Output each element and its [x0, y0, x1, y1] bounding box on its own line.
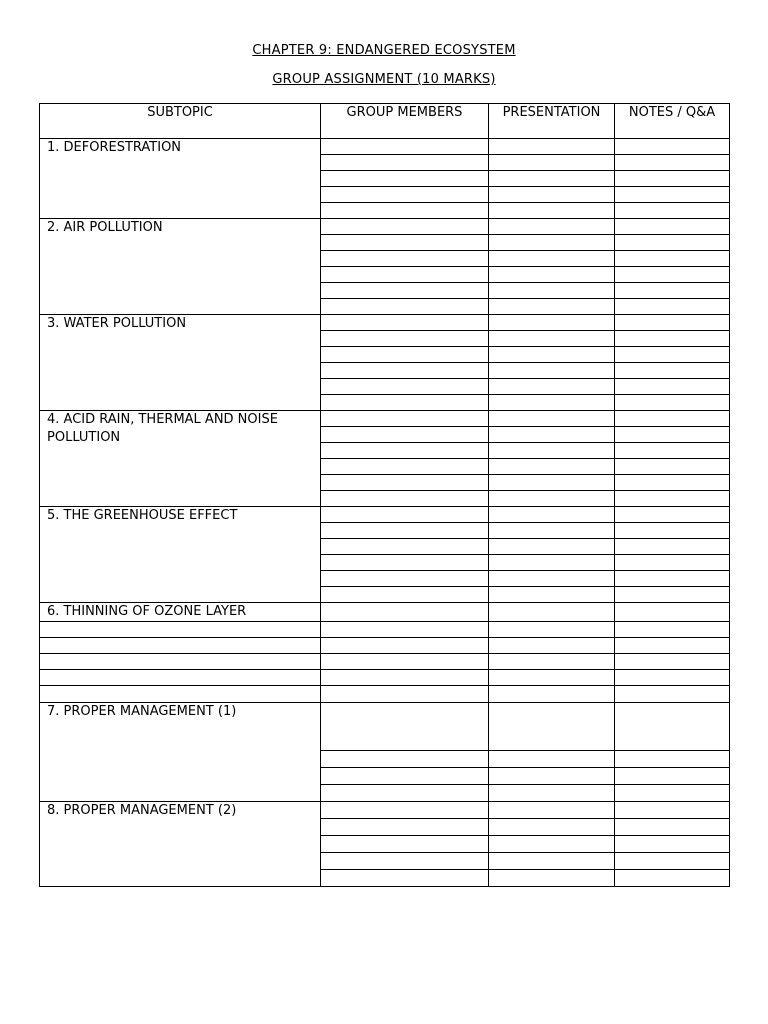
member-cell[interactable]	[321, 802, 489, 819]
presentation-cell[interactable]	[489, 587, 615, 603]
member-cell[interactable]	[321, 299, 489, 315]
blank-cell[interactable]	[40, 686, 321, 703]
presentation-cell[interactable]	[489, 670, 615, 686]
notes-cell[interactable]	[615, 475, 730, 491]
notes-cell[interactable]	[615, 587, 730, 603]
presentation-cell[interactable]	[489, 555, 615, 571]
presentation-cell[interactable]	[489, 491, 615, 507]
member-cell[interactable]	[321, 836, 489, 853]
member-cell[interactable]	[321, 347, 489, 363]
notes-cell[interactable]	[615, 363, 730, 379]
presentation-cell[interactable]	[489, 459, 615, 475]
blank-cell[interactable]	[40, 654, 321, 670]
presentation-cell[interactable]	[489, 347, 615, 363]
document-title: CHAPTER 9: ENDANGERED ECOSYSTEM	[252, 43, 516, 58]
member-cell[interactable]	[321, 751, 489, 768]
presentation-cell[interactable]	[489, 785, 615, 802]
presentation-cell[interactable]	[489, 853, 615, 870]
notes-cell[interactable]	[615, 507, 730, 523]
notes-cell[interactable]	[615, 555, 730, 571]
member-cell[interactable]	[321, 768, 489, 785]
member-cell[interactable]	[321, 571, 489, 587]
notes-cell[interactable]	[615, 491, 730, 507]
notes-cell[interactable]	[615, 299, 730, 315]
notes-cell[interactable]	[615, 622, 730, 638]
notes-cell[interactable]	[615, 427, 730, 443]
notes-cell[interactable]	[615, 283, 730, 299]
presentation-cell[interactable]	[489, 427, 615, 443]
member-cell[interactable]	[321, 443, 489, 459]
notes-cell[interactable]	[615, 523, 730, 539]
assignment-table	[39, 103, 730, 887]
notes-cell[interactable]	[615, 638, 730, 654]
member-cell[interactable]	[321, 638, 489, 654]
member-cell[interactable]	[321, 853, 489, 870]
subtopic-cell: 2. AIR POLLUTION	[40, 219, 321, 315]
presentation-cell[interactable]	[489, 819, 615, 836]
blank-cell[interactable]	[40, 622, 321, 638]
header-notes-qa: NOTES / Q&A	[615, 104, 730, 139]
member-cell[interactable]	[321, 363, 489, 379]
subtopic-cell: 7. PROPER MANAGEMENT (1)	[40, 703, 321, 802]
member-cell[interactable]	[321, 703, 489, 751]
header-presentation: PRESENTATION	[489, 104, 615, 139]
member-cell[interactable]	[321, 315, 489, 331]
presentation-cell[interactable]	[489, 654, 615, 670]
notes-cell[interactable]	[615, 347, 730, 363]
member-cell[interactable]	[321, 491, 489, 507]
notes-cell[interactable]	[615, 870, 730, 887]
header-group-members: GROUP MEMBERS	[321, 104, 489, 139]
presentation-cell[interactable]	[489, 603, 615, 622]
notes-cell[interactable]	[615, 331, 730, 347]
notes-cell[interactable]	[615, 571, 730, 587]
subtopic-cell: 4. ACID RAIN, THERMAL AND NOISE POLLUTION	[40, 411, 321, 507]
blank-cell[interactable]	[40, 638, 321, 654]
member-cell[interactable]	[321, 819, 489, 836]
presentation-cell[interactable]	[489, 395, 615, 411]
member-cell[interactable]	[321, 459, 489, 475]
member-cell[interactable]	[321, 587, 489, 603]
presentation-cell[interactable]	[489, 379, 615, 395]
notes-cell[interactable]	[615, 379, 730, 395]
presentation-cell[interactable]	[489, 836, 615, 853]
presentation-cell[interactable]	[489, 571, 615, 587]
presentation-cell[interactable]	[489, 235, 615, 251]
member-cell[interactable]	[321, 235, 489, 251]
header-subtopic: SUBTOPIC	[40, 104, 321, 139]
presentation-cell[interactable]	[489, 768, 615, 785]
member-cell[interactable]	[321, 670, 489, 686]
presentation-cell[interactable]	[489, 315, 615, 331]
notes-cell[interactable]	[615, 203, 730, 219]
blank-cell[interactable]	[40, 670, 321, 686]
notes-cell[interactable]	[615, 395, 730, 411]
presentation-cell[interactable]	[489, 283, 615, 299]
notes-cell[interactable]	[615, 703, 730, 751]
member-cell[interactable]	[321, 555, 489, 571]
member-cell[interactable]	[321, 539, 489, 555]
member-cell[interactable]	[321, 686, 489, 703]
document-subtitle: GROUP ASSIGNMENT (10 MARKS)	[272, 72, 496, 87]
presentation-cell[interactable]	[489, 155, 615, 171]
member-cell[interactable]	[321, 283, 489, 299]
presentation-cell[interactable]	[489, 267, 615, 283]
member-cell[interactable]	[321, 379, 489, 395]
presentation-cell[interactable]	[489, 703, 615, 751]
subtopic-cell: 6. THINNING OF OZONE LAYER	[40, 603, 321, 622]
notes-cell[interactable]	[615, 603, 730, 622]
presentation-cell[interactable]	[489, 751, 615, 768]
presentation-cell[interactable]	[489, 622, 615, 638]
member-cell[interactable]	[321, 622, 489, 638]
notes-cell[interactable]	[615, 139, 730, 155]
notes-cell[interactable]	[615, 819, 730, 836]
member-cell[interactable]	[321, 870, 489, 887]
notes-cell[interactable]	[615, 751, 730, 768]
presentation-cell[interactable]	[489, 870, 615, 887]
presentation-cell[interactable]	[489, 219, 615, 235]
subtopic-cell: 3. WATER POLLUTION	[40, 315, 321, 411]
member-cell[interactable]	[321, 251, 489, 267]
member-cell[interactable]	[321, 331, 489, 347]
notes-cell[interactable]	[615, 785, 730, 802]
notes-cell[interactable]	[615, 443, 730, 459]
header-row	[40, 104, 730, 139]
member-cell[interactable]	[321, 395, 489, 411]
notes-cell[interactable]	[615, 267, 730, 283]
member-cell[interactable]	[321, 475, 489, 491]
notes-cell[interactable]	[615, 836, 730, 853]
member-cell[interactable]	[321, 507, 489, 523]
member-cell[interactable]	[321, 171, 489, 187]
presentation-cell[interactable]	[489, 363, 615, 379]
presentation-cell[interactable]	[489, 638, 615, 654]
presentation-cell[interactable]	[489, 539, 615, 555]
presentation-cell[interactable]	[489, 299, 615, 315]
notes-cell[interactable]	[615, 539, 730, 555]
presentation-cell[interactable]	[489, 507, 615, 523]
member-cell[interactable]	[321, 203, 489, 219]
notes-cell[interactable]	[615, 654, 730, 670]
presentation-cell[interactable]	[489, 187, 615, 203]
member-cell[interactable]	[321, 155, 489, 171]
presentation-cell[interactable]	[489, 686, 615, 703]
member-cell[interactable]	[321, 219, 489, 235]
member-cell[interactable]	[321, 411, 489, 427]
presentation-cell[interactable]	[489, 475, 615, 491]
presentation-cell[interactable]	[489, 331, 615, 347]
notes-cell[interactable]	[615, 459, 730, 475]
notes-cell[interactable]	[615, 670, 730, 686]
subtopic-cell: 1. DEFORESTRATION	[40, 139, 321, 219]
presentation-cell[interactable]	[489, 411, 615, 427]
notes-cell[interactable]	[615, 251, 730, 267]
presentation-cell[interactable]	[489, 523, 615, 539]
presentation-cell[interactable]	[489, 171, 615, 187]
member-cell[interactable]	[321, 139, 489, 155]
presentation-cell[interactable]	[489, 802, 615, 819]
notes-cell[interactable]	[615, 411, 730, 427]
member-cell[interactable]	[321, 603, 489, 622]
notes-cell[interactable]	[615, 853, 730, 870]
notes-cell[interactable]	[615, 219, 730, 235]
member-cell[interactable]	[321, 267, 489, 283]
member-cell[interactable]	[321, 427, 489, 443]
notes-cell[interactable]	[615, 155, 730, 171]
member-cell[interactable]	[321, 187, 489, 203]
subtopic-cell: 5. THE GREENHOUSE EFFECT	[40, 507, 321, 603]
member-cell[interactable]	[321, 654, 489, 670]
notes-cell[interactable]	[615, 235, 730, 251]
notes-cell[interactable]	[615, 187, 730, 203]
presentation-cell[interactable]	[489, 203, 615, 219]
presentation-cell[interactable]	[489, 139, 615, 155]
notes-cell[interactable]	[615, 802, 730, 819]
notes-cell[interactable]	[615, 768, 730, 785]
presentation-cell[interactable]	[489, 443, 615, 459]
notes-cell[interactable]	[615, 171, 730, 187]
subtopic-cell: 8. PROPER MANAGEMENT (2)	[40, 802, 321, 887]
notes-cell[interactable]	[615, 315, 730, 331]
member-cell[interactable]	[321, 523, 489, 539]
member-cell[interactable]	[321, 785, 489, 802]
notes-cell[interactable]	[615, 686, 730, 703]
presentation-cell[interactable]	[489, 251, 615, 267]
